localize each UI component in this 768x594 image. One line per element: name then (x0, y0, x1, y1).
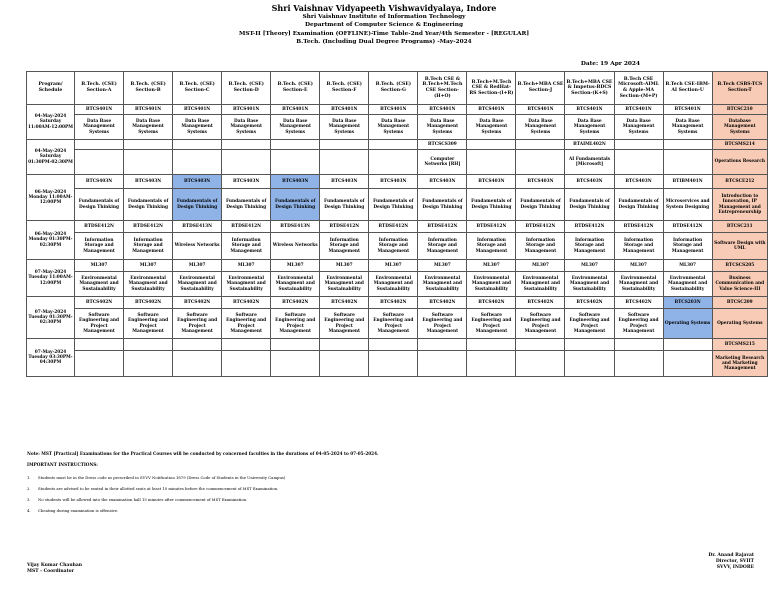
course-title: Information Storage and Management (320, 233, 369, 260)
schedule-cell: 04-May-2024 Saturday 11:00AM-12:00PM (27, 105, 75, 140)
course-title: Fundamentals of Design Thinking (75, 189, 124, 221)
course-code (222, 339, 271, 351)
course-title: Environmental Managment and Sustainability (222, 272, 271, 297)
column-header: B.Tech CSBS-TCS Section-T (712, 72, 767, 105)
column-header: B.Tech. (CSE) Section-B (124, 72, 173, 105)
course-title: Software Engineering and Project Management (565, 309, 614, 339)
course-title (467, 150, 516, 175)
column-header: B.Tech CSE-IBM-AI Section-U (663, 72, 712, 105)
course-title: Environmental Managment and Sustainability (75, 272, 124, 297)
course-title (124, 150, 173, 175)
course-title: Fundamentals of Design Thinking (173, 189, 222, 221)
schedule-cell: 07-May-2024 Tuesday 03:30PM-04:30PM (27, 339, 75, 377)
course-code (124, 140, 173, 150)
course-code (173, 140, 222, 150)
course-title: Information Storage and Management (75, 233, 124, 260)
course-title: Software Engineering and Project Management (320, 309, 369, 339)
director-signature (708, 553, 754, 571)
course-title: Business Communication and Value Science-III (712, 272, 767, 297)
instruction-number: 3. (27, 497, 31, 502)
course-code (516, 140, 565, 150)
course-code (614, 140, 663, 150)
course-code: BTCS401N (663, 105, 712, 115)
course-title (516, 351, 565, 377)
course-code: BTCS402N (418, 297, 467, 309)
course-title: Marketing Research and Marketing Management (712, 351, 767, 377)
course-code: BTCSCE212 (712, 175, 767, 189)
course-code: ML307 (320, 260, 369, 272)
course-title (75, 150, 124, 175)
course-title: Data Base Management Systems (320, 115, 369, 140)
course-title (614, 150, 663, 175)
course-code: BTCS402N (271, 297, 320, 309)
course-title: Information Storage and Management (222, 233, 271, 260)
course-title: Data Base Management Systems (467, 115, 516, 140)
document-header (0, 3, 768, 46)
course-title: Software Engineering and Project Management (614, 309, 663, 339)
course-code: BTCS403N (75, 175, 124, 189)
column-header: B.Tech+M.Tech CSE & RedHat-RS Section-(I+R) (467, 72, 516, 105)
column-header: B.Tech+MBA CSE & Impetus-BDCS Section-(K+S) (565, 72, 614, 105)
course-code: ML307 (75, 260, 124, 272)
course-title: Environmental Managment and Sustainability (124, 272, 173, 297)
course-code (467, 339, 516, 351)
course-code: BTDSE413N (173, 221, 222, 233)
course-code: BTCS403N (369, 175, 418, 189)
course-code (320, 339, 369, 351)
course-title: Fundamentals of Design Thinking (614, 189, 663, 221)
course-title: Data Base Management Systems (614, 115, 663, 140)
course-code: BTDSE412N (75, 221, 124, 233)
column-header: B.Tech+MBA CSE Section-J (516, 72, 565, 105)
course-title (320, 150, 369, 175)
course-title: Information Storage and Management (663, 233, 712, 260)
course-title: Computer Networks [RH] (418, 150, 467, 175)
course-title: Data Base Management Systems (418, 115, 467, 140)
course-code: BTCS402N (222, 297, 271, 309)
course-code: BTDSE412N (565, 221, 614, 233)
course-code: BTCS401N (124, 105, 173, 115)
schedule-cell: 06-May-2024 Monday 01:30PM-02:30PM (27, 221, 75, 260)
course-title (516, 150, 565, 175)
course-title: Data Base Management Systems (663, 115, 712, 140)
code-row (27, 221, 768, 233)
course-code: ML307 (565, 260, 614, 272)
course-code: BTCS401N (75, 105, 124, 115)
course-code: BTCS402N (467, 297, 516, 309)
subject-row (27, 309, 768, 339)
course-code: BTCS403N (271, 175, 320, 189)
course-title: Database Management Systems (712, 115, 767, 140)
schedule-cell: 06-May-2024 Monday 11:00AM-12:00PM (27, 175, 75, 221)
course-code (173, 339, 222, 351)
course-title (614, 351, 663, 377)
course-title: Information Storage and Management (124, 233, 173, 260)
course-title: Data Base Management Systems (75, 115, 124, 140)
course-code: BTCS401N (173, 105, 222, 115)
subject-row (27, 115, 768, 140)
code-row (27, 175, 768, 189)
course-title (467, 351, 516, 377)
course-title: AI Fundamentals [Microsoft] (565, 150, 614, 175)
code-row (27, 105, 768, 115)
course-title: Environmental Managment and Sustainability (418, 272, 467, 297)
course-code: BTDSE412N (124, 221, 173, 233)
schedule-cell: 07-May-2024 Tuesday 11:00AM-12:00PM (27, 260, 75, 297)
course-code: BTDSE412N (320, 221, 369, 233)
course-code: BTCSMS215 (712, 339, 767, 351)
course-code (320, 140, 369, 150)
institute-name: Shri Vaishnav Institute of Information Technology (302, 14, 466, 20)
course-title: Software Engineering and Project Management (418, 309, 467, 339)
course-code: ML307 (271, 260, 320, 272)
course-title: Fundamentals of Design Thinking (222, 189, 271, 221)
date-label: Date: 19 Apr 2024 (580, 61, 640, 67)
instruction-item (27, 486, 278, 491)
course-code: BTCSMS214 (712, 140, 767, 150)
column-header: B.Tech CSE & B.Tech+M.Tech CSE Section-(H+O) (418, 72, 467, 105)
course-title: Data Base Management Systems (173, 115, 222, 140)
course-title (369, 351, 418, 377)
course-code: BTCSCS205 (712, 260, 767, 272)
course-code: BTCSC211 (712, 221, 767, 233)
course-title: Operating Systems (712, 309, 767, 339)
course-code: BTCS403N (418, 175, 467, 189)
course-title (663, 150, 712, 175)
course-title: Environmental Managment and Sustainability (173, 272, 222, 297)
column-header: B.Tech. (CSE) Section-G (369, 72, 418, 105)
course-title: Information Storage and Management (467, 233, 516, 260)
course-title (320, 351, 369, 377)
subject-row (27, 351, 768, 377)
course-title: Environmental Managment and Sustainability (516, 272, 565, 297)
course-code (271, 140, 320, 150)
course-title: Environmental Managment and Sustainability (271, 272, 320, 297)
course-code (565, 339, 614, 351)
column-header: Program/ Schedule (27, 72, 75, 105)
course-code: ML307 (467, 260, 516, 272)
subject-row (27, 272, 768, 297)
course-code (663, 339, 712, 351)
course-code: ML307 (369, 260, 418, 272)
course-title: Fundamentals of Design Thinking (565, 189, 614, 221)
course-title (222, 351, 271, 377)
schedule-cell: 04-May-2024 Saturday 01:30PM-02:30PM (27, 140, 75, 175)
coordinator-signature (27, 563, 82, 575)
course-title: Fundamentals of Design Thinking (271, 189, 320, 221)
code-row (27, 339, 768, 351)
course-code: BTCS403N (614, 175, 663, 189)
instruction-number: 1. (27, 475, 31, 480)
course-code (369, 140, 418, 150)
subject-row (27, 150, 768, 175)
course-title: Fundamentals of Design Thinking (369, 189, 418, 221)
course-code: BTCS401N (614, 105, 663, 115)
course-code: BTCS401N (320, 105, 369, 115)
course-code: BTCS403N (516, 175, 565, 189)
header-row (27, 72, 768, 105)
course-code: BTCS402N (565, 297, 614, 309)
course-code (614, 339, 663, 351)
university-name: Shri Vaishnav Vidyapeeth Vishwavidyalaya, Indore (271, 3, 497, 13)
course-title: Information Storage and Management (565, 233, 614, 260)
column-header: B.Tech. (CSE) Section-E (271, 72, 320, 105)
course-code (75, 140, 124, 150)
course-title: Information Storage and Management (614, 233, 663, 260)
course-title: Fundamentals of Design Thinking (320, 189, 369, 221)
course-code: BTDSE412N (467, 221, 516, 233)
code-row (27, 260, 768, 272)
practical-note: Note: MST [Practical] Examinations for the Practical Courses will be conducted by concerned faculties in the durations of 04-05-2024 to 07-05-2024. (27, 451, 379, 456)
course-code: BTCS401N (369, 105, 418, 115)
course-title (222, 150, 271, 175)
instruction-item (27, 475, 285, 480)
course-code: BTDSE412N (222, 221, 271, 233)
course-title: Software Engineering and Project Management (516, 309, 565, 339)
course-title: Data Base Management Systems (271, 115, 320, 140)
course-title (663, 351, 712, 377)
director-name: Dr. Anand Rajavat (708, 553, 754, 558)
column-header: B.Tech. (CSE) Section-A (75, 72, 124, 105)
column-header: B.Tech CSE Microsoft-AIML & Apple-MA Section-(M+P) (614, 72, 663, 105)
course-code: BTCS403N (173, 175, 222, 189)
course-title (271, 150, 320, 175)
course-code: BTCSC210 (712, 105, 767, 115)
course-title: Wireless Networks (271, 233, 320, 260)
course-code: BTCS401N (467, 105, 516, 115)
instruction-text: No students will be allowed into the examination hall 15 minutes after commencement of MST Examination. (38, 497, 248, 502)
course-code: BTCS402N (516, 297, 565, 309)
course-title (565, 351, 614, 377)
course-title: Data Base Management Systems (124, 115, 173, 140)
instruction-text: Cheating during examination is offensive. (38, 508, 119, 513)
course-title: Environmental Managment and Sustainability (565, 272, 614, 297)
course-code (663, 140, 712, 150)
course-code: BTCS403N (222, 175, 271, 189)
course-title: Wireless Networks (173, 233, 222, 260)
course-code (467, 140, 516, 150)
instructions-title: IMPORTANT INSTRUCTIONS: (27, 462, 98, 467)
course-code: BTCS402N (614, 297, 663, 309)
course-code (418, 339, 467, 351)
course-code: BTDSE413N (271, 221, 320, 233)
course-title: Software Engineering and Project Management (124, 309, 173, 339)
course-title (418, 351, 467, 377)
course-code: BTCSC209 (712, 297, 767, 309)
column-header: B.Tech. (CSE) Section-D (222, 72, 271, 105)
course-code (124, 339, 173, 351)
course-code: BTCS402N (320, 297, 369, 309)
course-code: BTCS403N (124, 175, 173, 189)
instruction-text: Students must be in the Dress code as prescribed in SVVV Notification 1879 (Dress Code of Students in the University Campus) (38, 475, 286, 480)
course-code: BTCS401N (516, 105, 565, 115)
course-code: BTCS401N (271, 105, 320, 115)
course-code: BTCS403N (320, 175, 369, 189)
course-title: Software Engineering and Project Management (173, 309, 222, 339)
course-code (271, 339, 320, 351)
course-title (124, 351, 173, 377)
course-title: Environmental Managment and Sustainability (614, 272, 663, 297)
course-code: ML307 (418, 260, 467, 272)
course-title: Software Engineering and Project Management (271, 309, 320, 339)
course-title: Software Engineering and Project Management (75, 309, 124, 339)
course-title: Information Storage and Management (369, 233, 418, 260)
course-code: BTAIML402N (565, 140, 614, 150)
course-code (75, 339, 124, 351)
course-title: Environmental Managment and Sustainability (663, 272, 712, 297)
exam-title: MST-II [Theory] Examination (OFFLINE)-Time Table-2nd Year/4th Semester - [REGULAR] (238, 30, 530, 37)
course-code: BTIBM401N (663, 175, 712, 189)
course-title: Software Engineering and Project Management (222, 309, 271, 339)
course-code: ML307 (516, 260, 565, 272)
course-code: BTDSE412N (369, 221, 418, 233)
course-title (75, 351, 124, 377)
course-title: Fundamentals of Design Thinking (516, 189, 565, 221)
course-title: Software Engineering and Project Management (467, 309, 516, 339)
course-title: Software Design with UML (712, 233, 767, 260)
course-code: BTDSE412N (516, 221, 565, 233)
course-title: Introduction to Innovation, IP Management and Entrepreneurship (712, 189, 767, 221)
course-title: Operating Systems (663, 309, 712, 339)
timetable (26, 71, 768, 377)
course-code: ML307 (173, 260, 222, 272)
director-org: SVVV, INDORE (716, 565, 754, 570)
course-code: BTCS402N (173, 297, 222, 309)
schedule-cell: 07-May-2024 Tuesday 01:30PM-02:30PM (27, 297, 75, 339)
course-code: ML307 (614, 260, 663, 272)
course-title (271, 351, 320, 377)
instruction-item (27, 508, 118, 513)
course-title: Data Base Management Systems (516, 115, 565, 140)
course-code: BTCSCS309 (418, 140, 467, 150)
course-code: BTCS403N (565, 175, 614, 189)
code-row (27, 140, 768, 150)
course-code: BTCS402N (75, 297, 124, 309)
course-title: Fundamentals of Design Thinking (418, 189, 467, 221)
course-code (369, 339, 418, 351)
instruction-text: Students are advised to be seated in their allotted seats at least 10 minutes before the commencement of MST Examination. (38, 486, 279, 491)
course-title (369, 150, 418, 175)
program-title: B.Tech. (Including Dual Degree Programs) -May-2024 (296, 38, 472, 45)
instruction-item (27, 497, 247, 502)
course-title (173, 150, 222, 175)
course-title: Data Base Management Systems (222, 115, 271, 140)
course-code: BTCS401N (222, 105, 271, 115)
department-name: Department of Computer Science & Engineering (305, 22, 463, 29)
subject-row (27, 189, 768, 221)
code-row (27, 297, 768, 309)
course-code: BTDSE412N (614, 221, 663, 233)
director-role: Director, SVIIT (715, 559, 754, 564)
course-code: ML307 (663, 260, 712, 272)
course-title: Environmental Managment and Sustainability (467, 272, 516, 297)
course-title: Operations Research (712, 150, 767, 175)
column-header: B.Tech. (CSE) Section-C (173, 72, 222, 105)
coordinator-role: MST - Coordinator (27, 569, 75, 574)
course-title (173, 351, 222, 377)
course-title: Environmental Managment and Sustainability (320, 272, 369, 297)
course-code: BTCS402N (369, 297, 418, 309)
course-title: Information Storage and Management (516, 233, 565, 260)
course-title: Data Base Management Systems (369, 115, 418, 140)
course-code: BTCS401N (418, 105, 467, 115)
course-title: Software Engineering and Project Management (369, 309, 418, 339)
course-title: Data Base Management Systems (565, 115, 614, 140)
course-code: BTCS403N (467, 175, 516, 189)
course-code: BTCS203N (663, 297, 712, 309)
course-title: Environmental Managment and Sustainability (369, 272, 418, 297)
course-title: Information Storage and Management (418, 233, 467, 260)
instruction-number: 2. (27, 486, 31, 491)
course-code (222, 140, 271, 150)
course-code (516, 339, 565, 351)
course-code: BTCS402N (124, 297, 173, 309)
coordinator-name: Vijay Kumar Chauhan (27, 563, 83, 568)
course-code: BTDSE412N (663, 221, 712, 233)
course-code: BTDSE412N (418, 221, 467, 233)
course-code: BTCS401N (565, 105, 614, 115)
course-code: ML307 (124, 260, 173, 272)
course-code: ML307 (222, 260, 271, 272)
course-title: Fundamentals of Design Thinking (467, 189, 516, 221)
subject-row (27, 233, 768, 260)
course-title: Microservices and System Designing (663, 189, 712, 221)
course-title: Fundamentals of Design Thinking (124, 189, 173, 221)
instruction-number: 4. (27, 508, 31, 513)
column-header: B.Tech. (CSE) Section-F (320, 72, 369, 105)
